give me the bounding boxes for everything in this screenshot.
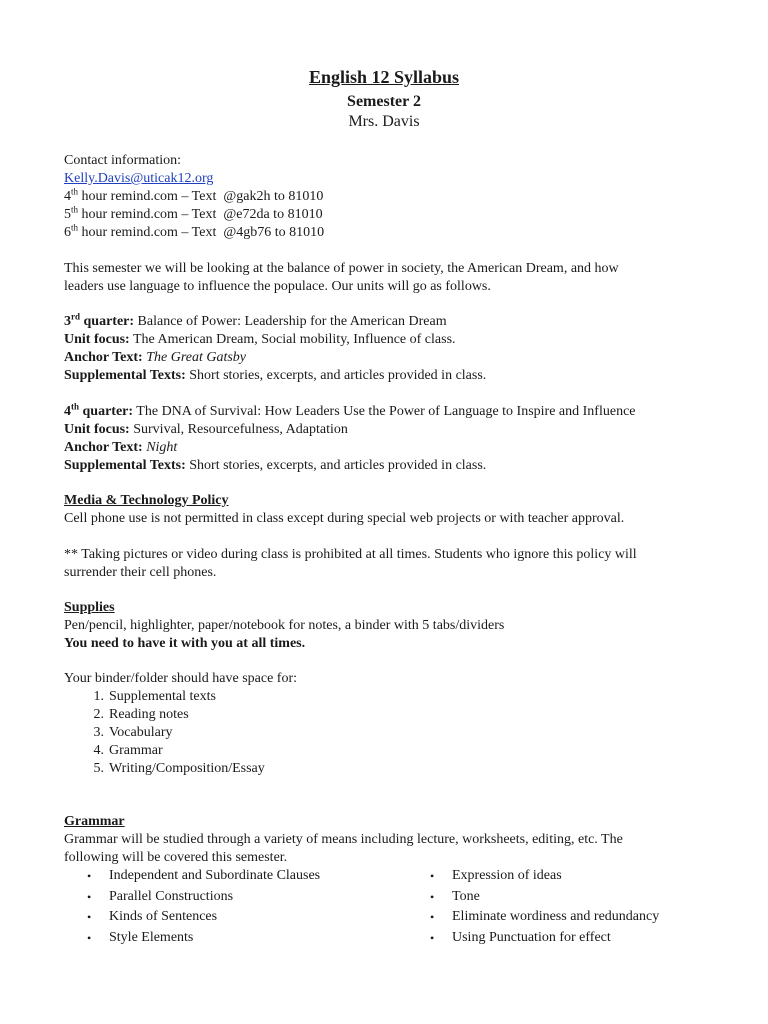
document-title: English 12 Syllabus [308,67,460,87]
list-text: Independent and Subordinate Clauses [109,868,321,883]
q4-title: The DNA of Survival: How Leaders Use the Power of Language to Inspire and Influence [133,404,636,419]
list-text: Parallel Constructions [109,889,234,904]
grammar-line-2: following will be covered this semester. [64,850,288,865]
hour-suffix: th [71,222,79,233]
list-text: Grammar [109,743,163,758]
list-text: Expression of ideas [452,868,562,883]
q3-title: Balance of Power: Leadership for the American Dream [134,314,447,329]
list-text: Reading notes [109,707,189,722]
list-text: Eliminate wordiness and redundancy [452,909,660,924]
bullet-icon: • [430,869,435,883]
q4-label: quarter: [79,404,134,419]
bullet-icon: • [87,869,92,883]
intro-line-1: This semester we will be looking at the balance of power in society, the American Dream, and how [64,261,619,276]
list-text: Vocabulary [109,725,173,740]
q4-anchor-title: Night [146,440,178,455]
q3-suffix: rd [71,311,80,322]
q3-supplemental [64,367,704,385]
remind-text: hour remind.com – Text @gak2h to 81010 [78,189,324,204]
contact-email-row [64,170,704,188]
hour-suffix: th [71,186,79,197]
list-number: 3. [93,725,104,740]
q4-supp-label: Supplemental Texts: [64,458,186,473]
q3-num: 3 [64,314,71,329]
list-number: 2. [93,707,104,722]
q4-heading [64,403,704,421]
bullet-icon: • [430,910,435,924]
q3-focus-label: Unit focus: [64,332,130,347]
list-number: 5. [93,761,104,776]
remind-6th-hour [64,224,704,242]
teacher-name: Mrs. Davis [348,113,420,130]
grammar-line-1: Grammar will be studied through a variety of means including lecture, worksheets, editing, etc. The [64,832,623,847]
remind-text: hour remind.com – Text @e72da to 81010 [78,207,323,222]
contact-label: Contact information: [64,153,182,168]
media-policy-line-3: surrender their cell phones. [64,565,217,580]
list-text: Using Punctuation for effect [452,930,611,945]
q4-focus-label: Unit focus: [64,422,130,437]
bullet-icon: • [87,890,92,904]
q3-anchor-title: The Great Gatsby [146,350,247,365]
q3-unit-focus [64,331,704,349]
hour-suffix: th [71,204,79,215]
bullet-icon: • [87,931,92,945]
q3-anchor-text [64,349,704,367]
media-policy-line-2: ** Taking pictures or video during class is prohibited at all times. Students who ignore this policy will [64,547,637,562]
supplies-list: Pen/pencil, highlighter, paper/notebook for notes, a binder with 5 tabs/dividers [64,618,505,633]
binder-intro: Your binder/folder should have space for: [64,671,298,686]
media-policy-heading: Media & Technology Policy [64,493,229,508]
list-text: Supplemental texts [109,689,216,704]
q4-supplemental [64,457,704,475]
remind-5th-hour [64,206,704,224]
list-text: Style Elements [109,930,194,945]
hour-number: 6 [64,225,71,240]
bullet-icon: • [87,910,92,924]
q3-focus-text: The American Dream, Social mobility, Influence of class. [129,332,456,347]
media-policy-line-1: Cell phone use is not permitted in class except during special web projects or with teacher approval. [64,511,625,526]
q4-supp-text: Short stories, excerpts, and articles provided in class. [185,458,487,473]
list-number: 1. [93,689,104,704]
hour-number: 5 [64,207,71,222]
list-text: Writing/Composition/Essay [109,761,265,776]
supplies-reminder: You need to have it with you at all times. [64,636,306,651]
bullet-icon: • [430,931,435,945]
q3-heading [64,313,704,331]
hour-number: 4 [64,189,71,204]
list-text: Tone [452,889,480,904]
bullet-icon: • [430,890,435,904]
intro-line-2: leaders use language to influence the populace. Our units will go as follows. [64,279,491,294]
q3-supp-label: Supplemental Texts: [64,368,186,383]
q3-anchor-label: Anchor Text: [64,350,143,365]
semester-subtitle: Semester 2 [347,93,421,110]
q4-unit-focus [64,421,704,439]
list-text: Kinds of Sentences [109,909,218,924]
q4-focus-text: Survival, Resourcefulness, Adaptation [129,422,348,437]
contact-email-link[interactable]: Kelly.Davis@uticak12.org [64,171,214,186]
grammar-heading: Grammar [64,814,125,829]
q4-anchor-label: Anchor Text: [64,440,143,455]
q4-anchor-text [64,439,704,457]
remind-4th-hour [64,188,704,206]
supplies-heading: Supplies [64,600,115,615]
list-number: 4. [93,743,104,758]
remind-text: hour remind.com – Text @4gb76 to 81010 [78,225,325,240]
q3-supp-text: Short stories, excerpts, and articles provided in class. [185,368,487,383]
q4-num: 4 [64,404,71,419]
q4-suffix: th [71,401,80,412]
q3-label: quarter: [80,314,135,329]
